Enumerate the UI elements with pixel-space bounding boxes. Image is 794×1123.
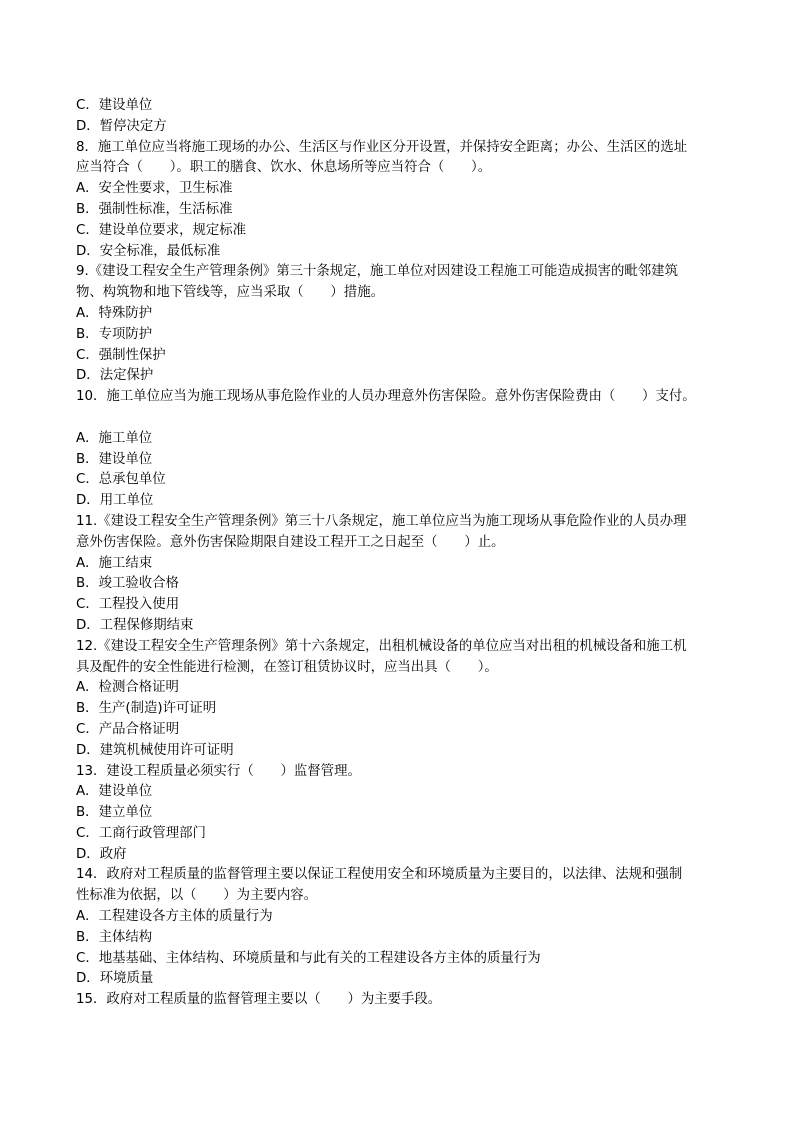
question-line: 物、构筑物和地下管线等，应当采取（ ）措施。 [76, 285, 384, 301]
question-line: 性标准为依据，以（ ）为主要内容。 [76, 888, 318, 904]
option-line: D．暂停决定方 [76, 118, 167, 134]
question-text-block [76, 96, 718, 1011]
option-line: A．安全性要求，卫生标准 [76, 181, 233, 197]
question-line: 具及配件的安全性能进行检测，在签订租赁协议时，应当出具（ ）。 [76, 659, 498, 675]
option-line: D．政府 [76, 846, 127, 862]
question-line: 12.《建设工程安全生产管理条例》第十六条规定，出租机械设备的单位应当对出租的机械设备和施工机 [76, 638, 687, 654]
option-line: A．施工单位 [76, 430, 153, 446]
question-line: 11.《建设工程安全生产管理条例》第三十八条规定，施工单位应当为施工现场从事危险作业的人员办理 [76, 513, 687, 529]
option-line: C．地基基础、主体结构、环境质量和与此有关的工程建设各方主体的质量行为 [76, 950, 541, 966]
option-line: A．检测合格证明 [76, 680, 179, 696]
option-line: D．环境质量 [76, 971, 154, 987]
question-line: 应当符合（ ）。职工的膳食、饮水、休息场所等应当符合（ ）。 [76, 160, 492, 176]
option-line: C．工程投入使用 [76, 597, 180, 613]
option-line: B．专项防护 [76, 326, 153, 342]
option-line: B．主体结构 [76, 929, 153, 945]
option-line: C．建设单位要求，规定标准 [76, 222, 247, 238]
option-line: D．法定保护 [76, 368, 154, 384]
question-line: 13．建设工程质量必须实行（ ）监督管理。 [76, 763, 361, 779]
question-line: 10．施工单位应当为施工现场从事危险作业的人员办理意外伤害保险。意外伤害保险费由（ ）支付。 [76, 389, 696, 405]
option-line: A．特殊防护 [76, 305, 153, 321]
option-line: D．工程保修期结束 [76, 617, 194, 633]
option-line: C．建设单位 [76, 98, 153, 113]
option-line: B．建设单位 [76, 451, 153, 467]
option-line: B．生产(制造)许可证明 [76, 701, 217, 717]
option-line: B．建立单位 [76, 805, 153, 821]
question-line: 14．政府对工程质量的监督管理主要以保证工程使用安全和环境质量为主要目的，以法律、法规和强制 [76, 867, 683, 883]
option-line: C．工商行政管理部门 [76, 825, 206, 841]
option-line: B．竣工验收合格 [76, 576, 179, 592]
option-line: A．施工结束 [76, 555, 153, 571]
option-line: C．强制性保护 [76, 347, 166, 363]
option-line: B．强制性标准，生活标准 [76, 201, 233, 217]
option-line: A．工程建设各方主体的质量行为 [76, 909, 273, 925]
question-line: 8．施工单位应当将施工现场的办公、生活区与作业区分开设置，并保持安全距离；办公、生活区的选址 [76, 139, 688, 155]
option-line: C．总承包单位 [76, 472, 166, 488]
option-line: A．建设单位 [76, 784, 153, 800]
question-line: 9.《建设工程安全生产管理条例》第三十条规定，施工单位对因建设工程施工可能造成损害的毗邻建筑 [76, 264, 678, 280]
option-line: C．产品合格证明 [76, 721, 180, 737]
question-line: 意外伤害保险。意外伤害保险期限自建设工程开工之日起至（ ）止。 [76, 534, 505, 550]
option-line: D．安全标准，最低标准 [76, 243, 221, 259]
question-line: 15．政府对工程质量的监督管理主要以（ ）为主要手段。 [76, 992, 442, 1008]
option-line: D．用工单位 [76, 493, 154, 509]
option-line: D．建筑机械使用许可证明 [76, 742, 234, 758]
blank-line [76, 408, 718, 429]
